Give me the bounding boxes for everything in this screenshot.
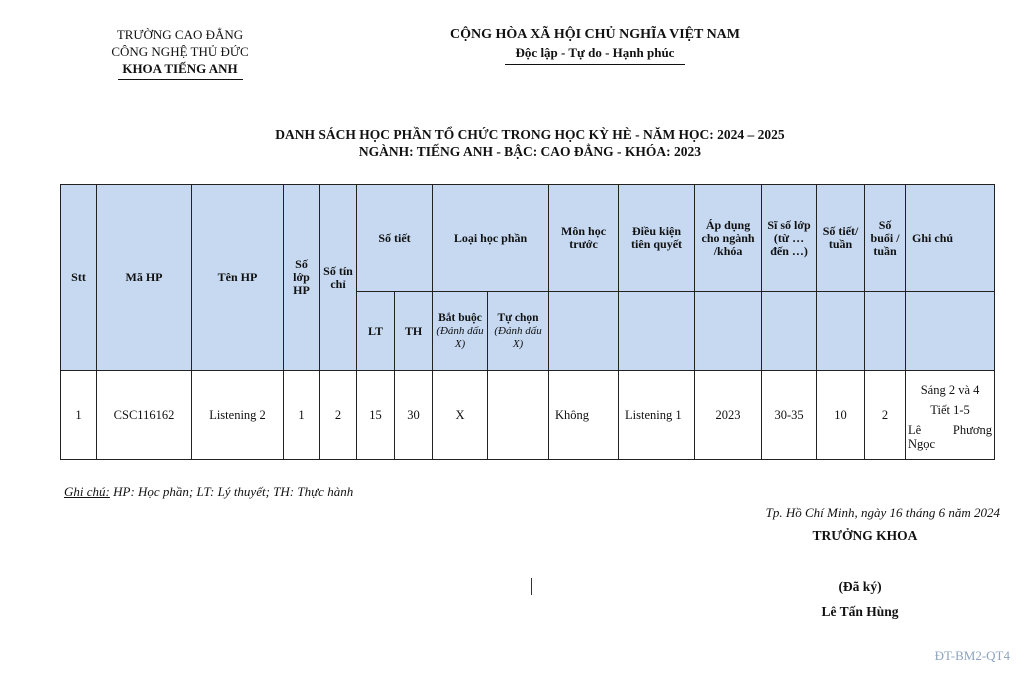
course-table	[60, 184, 995, 460]
col-header-so-tiet-tuan: Số tiết/ tuần	[817, 185, 865, 292]
tu-chon-label: Tự chọn	[497, 311, 539, 324]
signed-mark: (Đã ký)	[838, 579, 882, 594]
col-header-mon-hoc-truoc: Môn học trước	[549, 185, 619, 292]
cell-ten-hp: Listening 2	[192, 371, 284, 460]
cell-dieu-kien: Listening 1	[619, 371, 695, 460]
col-header-blank	[762, 292, 817, 371]
cell-mon-hoc-truoc: Không	[549, 371, 619, 460]
cell-so-buoi-tuan: 2	[865, 371, 906, 460]
place-date: Tp. Hồ Chí Minh, ngày 16 tháng 6 năm 2024	[765, 505, 1000, 520]
form-code: ĐT-BM2-QT4	[934, 648, 1010, 663]
table-row	[61, 371, 995, 460]
col-header-so-tin-chi: Số tín chỉ	[320, 185, 357, 371]
col-header-stt: Stt	[61, 185, 97, 371]
bat-buoc-label: Bắt buộc	[438, 311, 482, 324]
col-header-dieu-kien: Điều kiện tiên quyết	[619, 185, 695, 292]
cell-lt: 15	[357, 371, 395, 460]
cell-so-lop: 1	[284, 371, 320, 460]
col-header-blank	[817, 292, 865, 371]
col-header-so-tiet: Số tiết	[357, 185, 433, 292]
footnote-label: Ghi chú:	[64, 484, 110, 499]
cell-so-tiet-tuan: 10	[817, 371, 865, 460]
cell-ma-hp: CSC116162	[97, 371, 192, 460]
cell-bat-buoc: X	[433, 371, 488, 460]
national-motto: Độc lập - Tự do - Hạnh phúc	[515, 45, 675, 60]
national-header	[400, 26, 790, 65]
col-header-bat-buoc	[433, 292, 488, 371]
school-header	[80, 26, 280, 80]
col-header-ghi-chu: Ghi chú	[906, 185, 995, 292]
col-header-loai-hoc-phan: Loại học phần	[433, 185, 549, 292]
school-name-line2: CÔNG NGHỆ THỦ ĐỨC	[111, 44, 249, 59]
col-header-si-so: Sĩ số lớp (từ … đến …)	[762, 185, 817, 292]
note-schedule: Sáng 2 và 4	[920, 382, 980, 397]
col-header-tu-chon	[488, 292, 549, 371]
national-title: CỘNG HÒA XÃ HỘI CHỦ NGHĨA VIỆT NAM	[449, 27, 740, 42]
cell-tu-chon	[488, 371, 549, 460]
tu-chon-note: (Đánh dấu X)	[494, 324, 542, 350]
col-header-so-buoi-tuan: Số buổi / tuần	[865, 185, 906, 292]
bat-buoc-note: (Đánh dấu X)	[436, 324, 484, 350]
document-title-line2: NGÀNH: TIẾNG ANH - BẬC: CAO ĐẲNG - KHÓA: 2023	[358, 144, 702, 159]
cell-si-so: 30-35	[762, 371, 817, 460]
header-left-rule	[118, 79, 243, 80]
col-header-ma-hp: Mã HP	[97, 185, 192, 371]
document-title-line1: DANH SÁCH HỌC PHẦN TỔ CHỨC TRONG HỌC KỲ HÈ - NĂM HỌC: 2024 – 2025	[275, 127, 785, 142]
header-right-rule	[505, 64, 685, 65]
document-title	[150, 126, 910, 160]
school-name-line1: TRƯỜNG CAO ĐẲNG	[116, 27, 244, 42]
cell-ap-dung: 2023	[695, 371, 762, 460]
col-header-so-lop: Số lớp HP	[284, 185, 320, 371]
note-lecturer: Lê Phương Ngọc	[908, 422, 993, 451]
col-header-lt: LT	[357, 292, 395, 371]
footnote	[64, 484, 353, 500]
signer-name: Lê Tấn Hùng	[821, 604, 899, 619]
faculty-name: KHOA TIẾNG ANH	[122, 61, 238, 76]
col-header-th: TH	[395, 292, 433, 371]
cell-th: 30	[395, 371, 433, 460]
cell-stt: 1	[61, 371, 97, 460]
text-cursor	[531, 578, 532, 595]
col-header-blank	[695, 292, 762, 371]
col-header-ap-dung: Áp dụng cho ngành /khóa	[695, 185, 762, 292]
cell-so-tin-chi: 2	[320, 371, 357, 460]
col-header-blank	[549, 292, 619, 371]
col-header-blank	[906, 292, 995, 371]
footnote-text: HP: Học phần; LT: Lý thuyết; TH: Thực hành	[109, 484, 354, 499]
col-header-blank	[865, 292, 906, 371]
col-header-blank	[619, 292, 695, 371]
note-periods: Tiết 1-5	[930, 402, 970, 417]
col-header-ten-hp: Tên HP	[192, 185, 284, 371]
signer-role: TRƯỞNG KHOA	[812, 528, 918, 543]
cell-ghi-chu	[906, 371, 995, 460]
